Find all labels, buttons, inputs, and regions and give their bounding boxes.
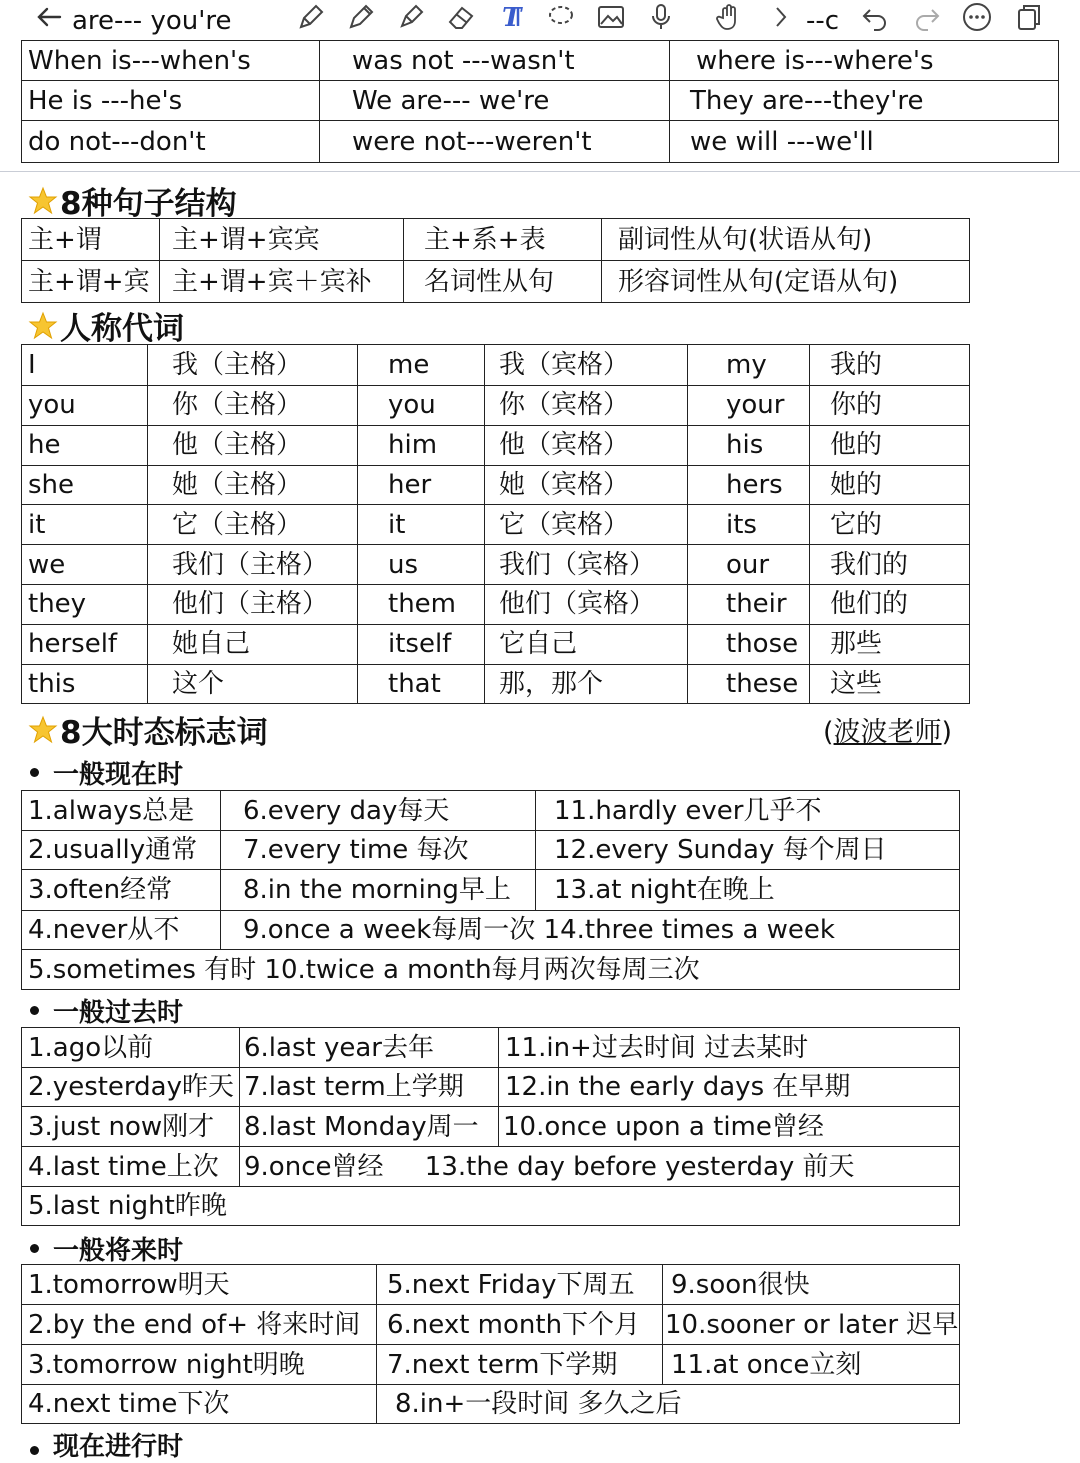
bullet-text: 一般将来时 xyxy=(53,1236,184,1266)
table-cell: He is ---he's xyxy=(22,81,320,121)
table-row xyxy=(22,261,970,303)
divider xyxy=(0,171,1080,172)
table-row xyxy=(22,791,960,831)
table-row xyxy=(22,584,970,624)
table-cell: those xyxy=(688,624,810,664)
table-cell: 1.ago以前 xyxy=(22,1028,240,1068)
table-cell: she xyxy=(22,465,148,505)
partial-row-right: --c xyxy=(806,6,840,36)
table-row xyxy=(22,870,960,911)
table-cell: 5.next Friday下周五 xyxy=(377,1265,663,1305)
table-cell: 我（宾格） xyxy=(485,345,688,386)
table-cell: We are--- we're xyxy=(320,81,670,121)
table-cell: 主+谓+宾＋宾补 xyxy=(160,261,404,303)
table-cell: 5.last night昨晚 xyxy=(22,1187,960,1226)
section-title: 8种句子结构 xyxy=(60,186,237,222)
table-row xyxy=(22,219,970,261)
table-row xyxy=(22,1265,960,1305)
table-row xyxy=(22,1028,960,1068)
past-simple-table xyxy=(21,1027,960,1226)
table-cell: 8.in+一段时间 多久之后 xyxy=(377,1385,960,1424)
table-row xyxy=(22,425,970,465)
table-cell: When is---when's xyxy=(22,41,320,81)
table-cell: 他（宾格） xyxy=(485,425,688,465)
table-cell: us xyxy=(358,545,485,585)
eraser-icon[interactable] xyxy=(446,2,476,32)
table-cell: my xyxy=(688,345,810,386)
table-row xyxy=(22,505,970,545)
table-cell: 4.last time上次 xyxy=(22,1147,240,1187)
table-cell: 他们（宾格） xyxy=(485,584,688,624)
table-cell: 6.next month下个月 xyxy=(377,1305,663,1345)
present-simple-label xyxy=(24,754,183,791)
next-section-label-cutoff xyxy=(20,1426,183,1463)
table-cell: 主+谓+宾宾 xyxy=(160,219,404,261)
table-row xyxy=(22,121,1059,163)
chevron-right-icon[interactable] xyxy=(766,2,796,32)
table-cell: 9.once a week每周一次 14.three times a week xyxy=(221,911,960,950)
table-cell: 2.by the end of+ 将来时间 xyxy=(22,1305,377,1345)
svg-text:T: T xyxy=(502,3,522,32)
section-title: 人称代词 xyxy=(60,311,184,347)
table-cell: their xyxy=(688,584,810,624)
table-cell: its xyxy=(688,505,810,545)
table-cell: him xyxy=(358,425,485,465)
table-cell: 12.every Sunday 每个周日 xyxy=(536,831,960,870)
table-row xyxy=(22,545,970,585)
table-cell: me xyxy=(358,345,485,386)
table-cell: 8.last Monday周一 xyxy=(240,1107,499,1147)
table-cell: 11.hardly ever几乎不 xyxy=(536,791,960,831)
table-cell: was not ---wasn't xyxy=(320,41,670,81)
table-cell: 形容词性从句(定语从句) xyxy=(602,261,970,303)
section-heading-sentence xyxy=(28,178,237,223)
table-cell: 我的 xyxy=(810,345,970,386)
table-cell: 6.last year去年 xyxy=(240,1028,499,1068)
table-cell: 它（宾格） xyxy=(485,505,688,545)
table-row xyxy=(22,950,960,990)
table-cell: itself xyxy=(358,624,485,664)
table-cell: 3.tomorrow night明晚 xyxy=(22,1345,377,1385)
table-cell: he xyxy=(22,425,148,465)
table-cell: I xyxy=(22,345,148,386)
past-simple-label xyxy=(24,992,183,1029)
pronoun-table xyxy=(21,344,970,704)
star-icon xyxy=(28,311,58,341)
table-cell: 4.never从不 xyxy=(22,911,221,950)
table-cell: 这些 xyxy=(810,664,970,704)
present-simple-table xyxy=(21,790,960,990)
table-row xyxy=(22,1147,960,1187)
more-icon[interactable] xyxy=(962,2,992,32)
table-row xyxy=(22,41,1059,81)
star-icon xyxy=(28,715,58,745)
table-cell: 9.soon很快 xyxy=(663,1265,960,1305)
table-cell: 那些 xyxy=(810,624,970,664)
hand-icon[interactable] xyxy=(714,2,744,32)
text-icon[interactable] xyxy=(498,2,528,32)
table-cell: 名词性从句 xyxy=(404,261,602,303)
bullet-dot xyxy=(30,768,39,777)
bullet-dot xyxy=(30,1244,39,1253)
table-cell: 7.last term上学期 xyxy=(240,1068,499,1107)
table-row xyxy=(22,1068,960,1107)
table-cell: 这个 xyxy=(148,664,358,704)
table-cell: 主+谓+宾 xyxy=(22,261,160,303)
table-cell: 主+系+表 xyxy=(404,219,602,261)
table-cell: his xyxy=(688,425,810,465)
table-cell: 他的 xyxy=(810,425,970,465)
bullet-text: 现在进行时 xyxy=(53,1432,184,1462)
contractions-table xyxy=(21,40,1059,163)
table-row xyxy=(22,831,960,870)
table-cell: 11.in+过去时间 过去某时 xyxy=(499,1028,960,1068)
credit-name: 波波老师 xyxy=(833,717,942,748)
table-cell: 那，那个 xyxy=(485,664,688,704)
table-cell: 10.once upon a time曾经 xyxy=(499,1107,960,1147)
table-row xyxy=(22,664,970,704)
table-cell: 9.once曾经 13.the day before yesterday 前天 xyxy=(240,1147,960,1187)
table-cell: 他们（主格） xyxy=(148,584,358,624)
image-icon[interactable] xyxy=(596,2,626,32)
undo-icon[interactable] xyxy=(860,2,890,32)
lasso-icon[interactable] xyxy=(546,2,576,32)
table-cell: 1.tomorrow明天 xyxy=(22,1265,377,1305)
future-simple-table xyxy=(21,1264,960,1424)
table-cell: we xyxy=(22,545,148,585)
table-cell: 主+谓 xyxy=(22,219,160,261)
bullet-text: 一般现在时 xyxy=(53,760,184,790)
table-cell: this xyxy=(22,664,148,704)
partial-row-left: are--- you're xyxy=(72,6,232,36)
table-cell: you xyxy=(22,386,148,426)
table-cell: 你（主格） xyxy=(148,386,358,426)
table-row xyxy=(22,1305,960,1345)
credit-paren: ( xyxy=(823,717,834,748)
table-cell: 我们（主格） xyxy=(148,545,358,585)
table-row xyxy=(22,81,1059,121)
table-cell: 11.at once立刻 xyxy=(663,1345,960,1385)
table-cell: They are---they're xyxy=(670,81,1059,121)
table-cell: 副词性从句(状语从句) xyxy=(602,219,970,261)
table-cell: 2.usually通常 xyxy=(22,831,221,870)
table-cell: 他们的 xyxy=(810,584,970,624)
table-cell: 3.often经常 xyxy=(22,870,221,911)
bullet-text: 一般过去时 xyxy=(53,998,184,1028)
table-cell: it xyxy=(358,505,485,545)
table-cell: 你（宾格） xyxy=(485,386,688,426)
table-cell: that xyxy=(358,664,485,704)
table-cell: 1.always总是 xyxy=(22,791,221,831)
table-cell: 他（主格） xyxy=(148,425,358,465)
table-cell: 2.yesterday昨天 xyxy=(22,1068,240,1107)
bullet-dot xyxy=(30,1446,39,1455)
table-cell: 6.every day每天 xyxy=(221,791,536,831)
star-icon xyxy=(28,186,58,216)
table-row xyxy=(22,911,960,950)
table-cell: 4.next time下次 xyxy=(22,1385,377,1424)
table-cell: 13.at night在晚上 xyxy=(536,870,960,911)
table-cell: 她的 xyxy=(810,465,970,505)
table-row xyxy=(22,1385,960,1424)
table-cell: 她自己 xyxy=(148,624,358,664)
microphone-icon[interactable] xyxy=(646,2,676,32)
table-cell: 3.just now刚才 xyxy=(22,1107,240,1147)
pages-icon[interactable] xyxy=(1014,2,1044,32)
table-cell: 12.in the early days 在早期 xyxy=(499,1068,960,1107)
table-cell: 10.sooner or later 迟早 xyxy=(663,1305,960,1345)
table-row xyxy=(22,465,970,505)
table-cell: 它（主格） xyxy=(148,505,358,545)
table-cell: you xyxy=(358,386,485,426)
table-cell: we will ---we'll xyxy=(670,121,1059,163)
sentence-structure-table xyxy=(21,218,970,303)
table-row xyxy=(22,1345,960,1385)
table-row xyxy=(22,386,970,426)
table-cell: 你的 xyxy=(810,386,970,426)
table-cell: her xyxy=(358,465,485,505)
table-cell: do not---don't xyxy=(22,121,320,163)
author-credit xyxy=(823,710,952,749)
back-arrow-icon[interactable] xyxy=(34,2,64,32)
table-cell: herself xyxy=(22,624,148,664)
bullet-dot xyxy=(30,1006,39,1015)
table-row xyxy=(22,624,970,664)
table-cell: 我们（宾格） xyxy=(485,545,688,585)
table-row xyxy=(22,345,970,386)
credit-paren: ) xyxy=(941,717,953,748)
table-cell: these xyxy=(688,664,810,704)
table-cell: 5.sometimes 有时 10.twice a month每月两次每周三次 xyxy=(22,950,960,990)
table-cell: 它自己 xyxy=(485,624,688,664)
table-cell: 7.next term下学期 xyxy=(377,1345,663,1385)
table-cell: were not---weren't xyxy=(320,121,670,163)
redo-icon[interactable] xyxy=(912,2,942,32)
table-cell: 她（主格） xyxy=(148,465,358,505)
pencil-icon[interactable] xyxy=(346,2,376,32)
table-cell: 我（主格） xyxy=(148,345,358,386)
table-cell: 她（宾格） xyxy=(485,465,688,505)
table-cell: 我们的 xyxy=(810,545,970,585)
table-cell: hers xyxy=(688,465,810,505)
future-simple-label xyxy=(24,1230,183,1267)
highlighter-icon[interactable] xyxy=(396,2,426,32)
section-heading-pronoun xyxy=(28,303,184,348)
section-heading-tense xyxy=(28,707,268,752)
table-cell: 8.in the morning早上 xyxy=(221,870,536,911)
section-title: 8大时态标志词 xyxy=(60,715,268,751)
table-cell: it xyxy=(22,505,148,545)
table-row xyxy=(22,1107,960,1147)
table-cell: 7.every time 每次 xyxy=(221,831,536,870)
table-cell: where is---where's xyxy=(670,41,1059,81)
table-cell: our xyxy=(688,545,810,585)
table-cell: your xyxy=(688,386,810,426)
table-cell: 它的 xyxy=(810,505,970,545)
table-row xyxy=(22,1187,960,1226)
table-cell: them xyxy=(358,584,485,624)
pen-icon[interactable] xyxy=(296,2,326,32)
table-cell: they xyxy=(22,584,148,624)
